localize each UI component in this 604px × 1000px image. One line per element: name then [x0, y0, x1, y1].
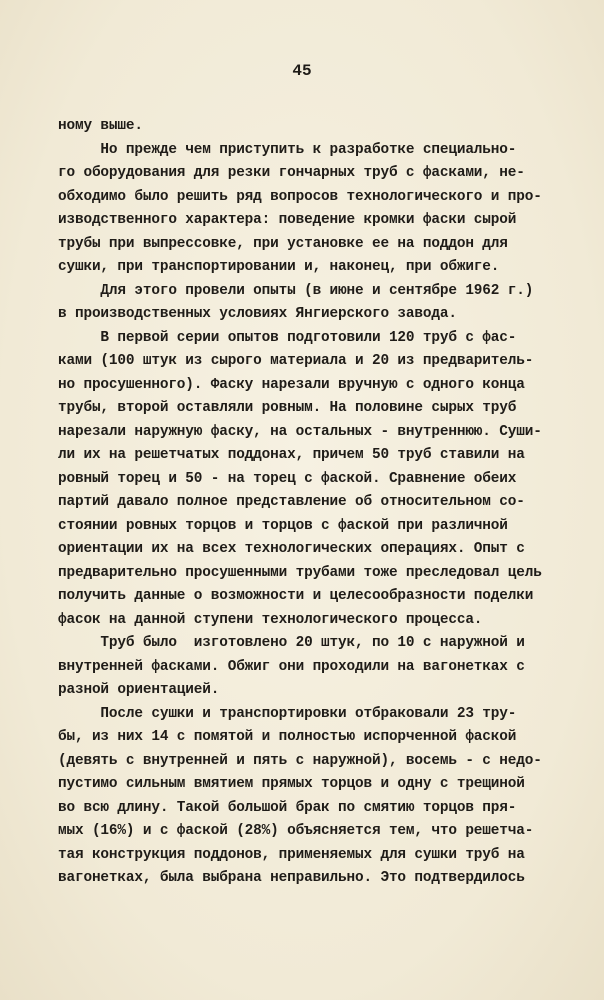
- text-line: тая конструкция поддонов, применяемых для сушки труб на: [58, 846, 525, 863]
- page-number: 45: [292, 62, 312, 80]
- text-line: Для этого провели опыты (в июне и сентябре 1962 г.): [58, 282, 534, 299]
- text-line: ками (100 штук из сырого материала и 20 из предваритель-: [58, 353, 534, 369]
- text-line: стоянии ровных торцов и торцов с фаской при различной: [58, 517, 508, 534]
- text-line: в производственных условиях Янгиерского завода.: [58, 306, 457, 322]
- text-line: бы, из них 14 с помятой и полностью испорченной фаской: [58, 729, 517, 745]
- text-line: го оборудования для резки гончарных труб с фасками, не-: [58, 165, 525, 181]
- text-line: нарезали наружную фаску, на остальных - внутреннюю. Суши-: [58, 423, 542, 440]
- text-line: фасок на данной ступени технологического процесса.: [58, 611, 483, 628]
- text-line: После сушки и транспортировки отбраковали 23 тру-: [58, 705, 517, 722]
- text-line: изводственного характера: поведение кромки фаски сырой: [58, 212, 517, 228]
- text-line: предварительно просушенными трубами тоже преследовал цель: [58, 564, 542, 581]
- text-line: В первой серии опытов подготовили 120 труб с фас-: [58, 329, 517, 346]
- text-line: разной ориентацией.: [58, 682, 220, 698]
- text-line: ровный торец и 50 - на торец с фаской. Сравнение обеих: [58, 470, 517, 487]
- text-line: ли их на решетчатых поддонах, причем 50 труб ставили на: [58, 447, 525, 463]
- text-line: ориентации их на всех технологических операциях. Опыт с: [58, 541, 525, 557]
- text-line: партий давало полное представление об относительном со-: [58, 494, 525, 510]
- text-line: Но прежде чем приступить к разработке специально-: [58, 141, 517, 158]
- text-line: Труб было изготовлено 20 штук, по 10 с наружной и: [58, 635, 525, 651]
- text-line: сушки, при транспортировании и, наконец, при обжиге.: [58, 259, 500, 275]
- text-line: внутренней фасками. Обжиг они проходили на вагонетках с: [58, 658, 525, 675]
- text-line: (девять с внутренней и пять с наружной), восемь - с недо-: [58, 752, 542, 769]
- text-line: но просушенного). Фаску нарезали вручную с одного конца: [58, 376, 525, 393]
- text-line: обходимо было решить ряд вопросов технологического и про-: [58, 188, 542, 205]
- text-line: пустимо сильным вмятием прямых торцов и одну с трещиной: [58, 776, 525, 792]
- text-line: трубы при выпрессовке, при установке ее на поддон для: [58, 235, 508, 252]
- text-line: трубы, второй оставляли ровным. На половине сырых труб: [58, 400, 517, 416]
- body-text: [58, 115, 588, 891]
- text-line: во всю длину. Такой большой брак по смятию торцов пря-: [58, 799, 517, 816]
- text-line: вагонетках, была выбрана неправильно. Это подтвердилось: [58, 870, 525, 886]
- text-line: ному выше.: [58, 118, 143, 134]
- text-line: получить данные о возможности и целесообразности поделки: [58, 588, 534, 604]
- text-line: мых (16%) и с фаской (28%) объясняется тем, что решетча-: [58, 823, 534, 839]
